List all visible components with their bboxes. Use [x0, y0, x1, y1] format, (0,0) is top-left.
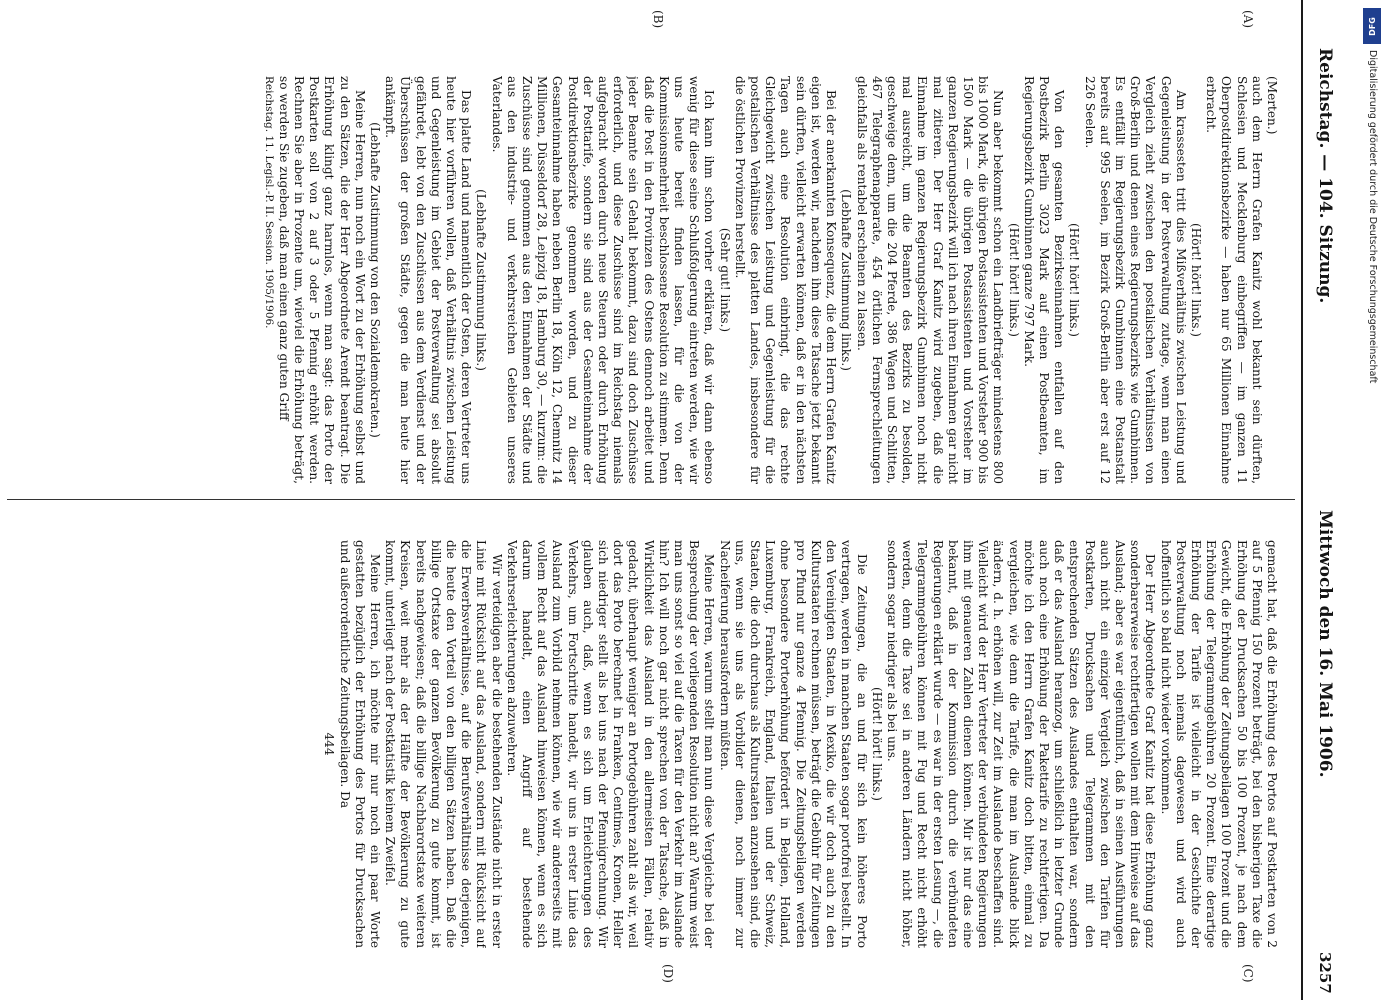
paragraph: Bei der anerkannten Konsequenz, die dem Herrn Grafen Kanitz eigen ist, werden wir, nachdem ihm diese Tatsache jetzt bekannt sein dürften, vielleicht erwarten können, daß er in den nächsten Tagen auch eine Resolution einbringt, die das rechte Gleichgewicht zwischen Leistung und Gegenleistung für die postalischen Verhältnisse des platten Landes, insbesondere für die östlichen Provinzen herstellt. [732, 76, 839, 484]
text-column-right [11, 540, 1279, 948]
paragraph: Meine Herren, nun noch ein Wort zu der Erhöhung selbst und zu den Sätzen, die der Herr Abgeordnete Arendt beantragt. Die Erhöhung klingt ganz harmlos, wenn man sagt: das Porto der Postkarten soll von 2 auf 3 oder 5 Pfennig erhöht werden. Rechnen Sie aber in Prozente um, wieviel die Erhöhung beträgt, so werden Sie zugeben, daß man einen ganz guten Griff [276, 76, 367, 484]
interjection: (Hört! hört! links.) [1006, 223, 1021, 337]
page-number: 3257 [1316, 952, 1334, 994]
paragraph: Am krassesten tritt dies Mißverhältnis zwischen Leistung und Gegenleistung in der Postverwaltung zutage, wenn man einen Vergleich zieht zwischen den postalischen Verhältnissen von Groß-Berlin und denen eines Regierungsbezirks wie Gumbinnen. Es entfällt im Regierungsbezirk Gumbinnen eine Postanstalt bereits auf 995 Seelen, im Bezirk Groß-Berlin aber erst auf 12 226 Seelen. [1082, 76, 1188, 484]
margin-mark-d: (D) [661, 964, 675, 983]
paragraph: Der Herr Abgeordnete Graf Kanitz hat diese Erhöhung ganz sonderbarerweise rechtfertigen wollen mit dem Hinweise auf das Ausland; aber es war eigentümlich, daß in seinen Ausführungen auch nicht ein einziger Vergleich zwischen den Tarifen für Postkarten, Drucksachen und Telegrammen mit den entsprechenden Sätzen des Auslandes enthalten war, sondern daß er das Ausland heranzog, um schließlich in letzter Grunde auch noch eine Erhöhung der Pakettarife zu rechtfertigen. Da möchte ich den Herrn Grafen Kanitz doch bitten, einmal zu vergleichen, wie denn die Tarife, die man im Auslande blick ändern, d. h. erhöhen will, zur Zeit im Auslande beschaffen sind. Vielleicht wird der Herr Vertreter der verbündeten Regierungen ihm mit genaueren Zahlen dienen können. Mir ist nur das eine bekannt, daß in der Kommission durch die verbündeten Regierungen erklärt wurde — es war in der ersten Lesung —, die Telegrammgebühren können mit Fug und Recht nicht erhöht werden, denn die Taxe sei in anderen Ländern nicht höher, sondern sogar niedriger als bei uns. [884, 540, 1158, 948]
paragraph: Meine Herren, ich möchte mir nur noch ein paar Worte gestatten bezüglich der Erhöhung des Portos für Drucksachen und außerordentliche Zeitungsbeilagen. Da [337, 540, 383, 948]
header-session: Reichstag. — 104. Sitzung. [1315, 48, 1335, 304]
paragraph: Wir verteidigen aber die bestehenden Zustände nicht in erster Linie mit Rücksicht auf das Ausland, sondern mit Rücksicht auf die Erwerbsverhältnisse, auf die Berufsverhältnisse derjenigen, die heute den Vorteil von den billigen Sätzen haben. Daß die billige Ortstaxe der ganzen Bevölkerung zu gute kommt, ist bereits nachgewiesen; daß die billige Nachbarortstaxe weiteren Kreisen, weit mehr als der Hälfte der Bevölkerung zu gute kommt, unterliegt nach der Postkatistik keinem Zweifel. [383, 540, 504, 948]
text-column-left [11, 76, 1279, 484]
header-date: Mittwoch den 16. Mai 1906. [1315, 510, 1335, 778]
paragraph: Das platte Land und namentlich der Osten, deren Vertreter uns heute hier vorführen wollen, daß Verhältnis zwischen Leistung und Gegenleistung im Gebiet der Postverwaltung sei absolut gefährdet, lebt von den Zuschüssen aus dem Verdienst und der Überschüssen der großen Städte, gegen die man heute hier ankämpft. [383, 76, 474, 484]
column-divider [7, 499, 1295, 500]
dfg-logo: DFG [1363, 8, 1381, 44]
paragraph: (Merten.) [1265, 76, 1279, 135]
interjection: (Sehr gut! links.) [717, 227, 732, 333]
funding-note: Digitalisierung gefördert durch die Deutsche Forschungsgemeinschaft [1367, 50, 1378, 384]
interjection: (Lebhafte Zustimmung von den Sozialdemokraten.) [368, 122, 383, 438]
interjection: 444 [322, 732, 337, 756]
header-rule [1301, 0, 1303, 1000]
digitization-note [1363, 8, 1381, 992]
paragraph: Nun aber bekommt schon ein Landbriefträger mindestens 800 bis 1000 Mark, die übrigen Postassistenten und Vorsteher 900 bis 1500 Mark — die übrigen Postassistenten und Vorsteher im ganzen Regierungsbezirk will ich nach ihren Einnahmen gar nicht mal zitieren. Der Herr Graf Kanitz wird zugeben, daß die Einnahme im ganzen Regierungsbezirk Gumbinnen noch nicht mal ausreicht, um die Beamten des Bezirks zu besolden, geschweige denn, um die 204 Pferde, 386 Wagen und Schlitten, 467 Telegraphenapparate, 454 örtlichen Fernsprechleitungen gleichfalls als rentabel erscheinen zu lassen. [854, 76, 1006, 484]
footnote: Reichstag. 11. Legisl.-P. II. Session. 1905/1906. [262, 76, 275, 329]
paragraph: Ich kann ihm schon vorher erklären, daß wir dann ebenso wenig für diese seine Schlußfolgerung eintreten werden, wie wir uns heute bereit finden lassen, für die von der Kommissionsmehrheit beschlossene Resolution zu stimmen. Denn daß die Post in den Provinzen des Ostens dennoch arbeitet und jeder Beamte sein Gehalt bekommt, dazu sind doch Zuschüsse erforderlich, und diese Zuschüsse sind im Reichstag niemals aufgebracht worden durch neue Steuern oder durch Erhöhung der Posttarife, sondern sie sind aus der Gesamteinnahme der Postdirektionsbezirke genommen worden, und zu dieser Gesamteinnahme haben neben Berlin 18, Köln 12, Chemnitz 14 Millionen, Düsseldorf 28, Leipzig 18, Hamburg 30, — kurzum: die Zuschüsse sind genommen aus den Einnahmen der Städte und aus den industrie- und verkehrsreichen Gebieten unseres Vaterlandes. [489, 76, 717, 484]
interjection: (Lebhafte Zustimmung links.) [474, 189, 489, 371]
margin-mark-c: (C) [1241, 964, 1255, 983]
interjection: (Hört! hört! links.) [1188, 223, 1203, 337]
paragraph: Von den gesamten Bezirkseinnahmen entfallen auf den Postbezirk Berlin 3023 Mark auf einen Postbeamten, im Regierungsbezirk Gumbinnen ganze 797 Mark. [1021, 76, 1067, 484]
paragraph: Die Zeitungen, die an und für sich kein höheres Porto vertragen, werden in manchen Staaten sogar portofrei bestellt. In den Vereinigten Staaten, in Mexiko, die wir doch auch zu den Kulturstaaten rechnen müssen, beträgt die Gebühr für Zeitungen pro Pfund nur ganze 4 Pfennig. Die Zeitungsbeilagen werden ohne besondere Portoerhöhung befördert in Belgien, Holland, Luxemburg, Frankreich, England, Italien und der Schweiz, Staaten, die doch durchaus als Kulturstaaten anzusehen sind, die uns, wenn sie uns als Vorbilder dienen, noch immer zur Nacheiferung herausfordern müßten. [717, 540, 869, 948]
paragraph: auch dem Herrn Grafen Kanitz wohl bekannt sein dürften, Schlesien und Mecklenburg einbegriffen — im ganzen 11 Oberpostdirektionsbezirke — haben nur 65 Millionen Einnahme erbracht. [1204, 76, 1264, 484]
margin-mark-b: (B) [651, 10, 665, 29]
interjection: (Hört! hört! links.) [1067, 223, 1082, 337]
paragraph: Meine Herren, warum stellt man nun diese Vergleiche bei der Besprechung der vorliegenden Resolution nicht an? Warum weist man uns sonst so viel auf die Taxen für den Verkehr im Auslande hin? Ich will noch gar nicht sprechen von der Tatsache, daß in Wirklichkeit das Ausland in den allermeisten Fällen, relativ gedacht, überhaupt weniger an Portogebühren zahlt als wir, weil dort das Porto berechnet in Franken, Centimes, Kronen, Heller sich niedriger stellt als bei uns nach der Pfennigrechnung. Wir glauben auch, daß, wenn es sich um Erleichterungen des Verkehrs, um Fortschritte handelt, wir uns in erster Linie das Ausland zum Vorbild nehmen können, wie wir andererseits mit vollem Recht auf das Ausland hinweisen können, wenn es sich darum handelt, einen Angriff auf bestehende Verkehrserleichterungen abzuwehren. [504, 540, 717, 948]
paragraph: gemacht hat, daß die Erhöhung des Portos auf Postkarten von 2 auf 5 Pfennig 150 Prozent beträgt, bei den bisherigen Taxe die Erhöhung der Drucksachen 50 bis 100 Prozent, je nach dem Gewicht, die Erhöhung der Zeitungsbeilagen 100 Prozent und die Erhöhung der Telegrammgebühren 20 Prozent. Eine derartige Erhöhung der Tarife ist vielleicht in der Geschichte der Postverwaltung noch niemals dagewesen und wird auch hoffentlich so bald nicht wieder vorkommen. [1158, 540, 1279, 948]
interjection: (Hört! hört! links.) [869, 687, 884, 801]
interjection: (Lebhafte Zustimmung links.) [839, 189, 854, 371]
margin-mark-a: (A) [1241, 10, 1255, 29]
